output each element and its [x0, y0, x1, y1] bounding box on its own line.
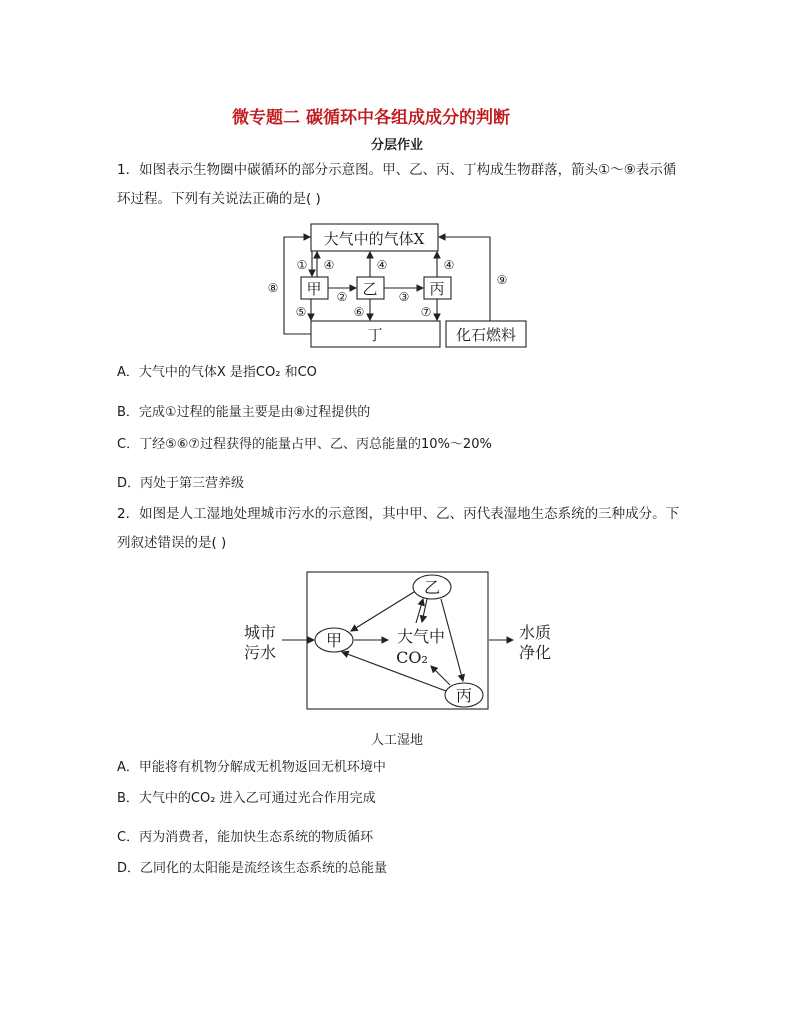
q2-option-b: B．大气中的CO₂ 进入乙可通过光合作用完成	[117, 791, 376, 806]
bing-label: 丙	[455, 686, 473, 705]
city-label-1: 城市	[243, 623, 277, 642]
arrow-label-8: ⑧	[267, 281, 279, 295]
page-title: 微专题二 碳循环中各组成成分的判断	[232, 108, 510, 128]
air-label-1: 大气中	[396, 627, 446, 646]
q2-stem-line1: 2．如图是人工湿地处理城市污水的示意图，其中甲、乙、丙代表湿地生态系统的三种成分。下	[117, 506, 680, 522]
q1-option-b: B．完成①过程的能量主要是由⑧过程提供的	[117, 405, 371, 420]
arrow-label-4: ④	[376, 258, 388, 272]
arrow-label-7: ⑦	[420, 305, 432, 319]
carbon-cycle-diagram	[260, 218, 530, 353]
diagram-caption: 人工湿地	[370, 733, 423, 748]
q1-stem-line2: 环过程。下列有关说法正确的是( )	[117, 191, 321, 207]
q2-option-c: C．丙为消费者，能加快生态系统的物质循环	[117, 830, 374, 845]
arrow-label-2: ②	[336, 290, 348, 304]
section-subtitle: 分层作业	[370, 138, 423, 153]
yi-label: 乙	[423, 578, 441, 597]
arrow-label-5: ⑤	[295, 305, 307, 319]
water-label-2: 净化	[518, 643, 552, 662]
arrow-label-6: ⑥	[353, 305, 365, 319]
water-label-1: 水质	[518, 623, 552, 642]
arrow-label-3: ③	[398, 290, 410, 304]
arrow-label-1: ①	[296, 258, 308, 272]
yi-label: 乙	[362, 280, 378, 298]
q2-option-d: D．乙同化的太阳能是流经该生态系统的总能量	[117, 861, 388, 876]
jia-label: 甲	[325, 631, 343, 650]
bing-label: 丙	[429, 280, 445, 298]
q1-option-a: A．大气中的气体X 是指CO₂ 和CO	[117, 365, 317, 380]
arrow-label-9: ⑨	[496, 273, 508, 287]
city-label-2: 污水	[243, 643, 277, 662]
q1-option-d: D．丙处于第三营养级	[117, 476, 245, 491]
fossil-fuel-label: 化石燃料	[455, 326, 517, 344]
gas-x-label: 大气中的气体X	[323, 230, 425, 248]
q2-option-a: A．甲能将有机物分解成无机物返回无机环境中	[117, 760, 386, 775]
jia-label: 甲	[306, 280, 322, 298]
q2-stem-line2: 列叙述错误的是( )	[117, 535, 227, 551]
q1-option-c: C．丁经⑤⑥⑦过程获得的能量占甲、乙、丙总能量的10%～20%	[117, 437, 492, 452]
q1-stem-line1: 1．如图表示生物圈中碳循环的部分示意图。甲、乙、丙、丁构成生物群落，箭头①～⑨表示循	[117, 162, 677, 178]
ding-label: 丁	[367, 326, 383, 344]
arrow-label-4: ④	[323, 258, 335, 272]
wetland-diagram	[238, 568, 558, 714]
air-label-2: CO₂	[396, 648, 428, 667]
arrow-label-4: ④	[443, 258, 455, 272]
